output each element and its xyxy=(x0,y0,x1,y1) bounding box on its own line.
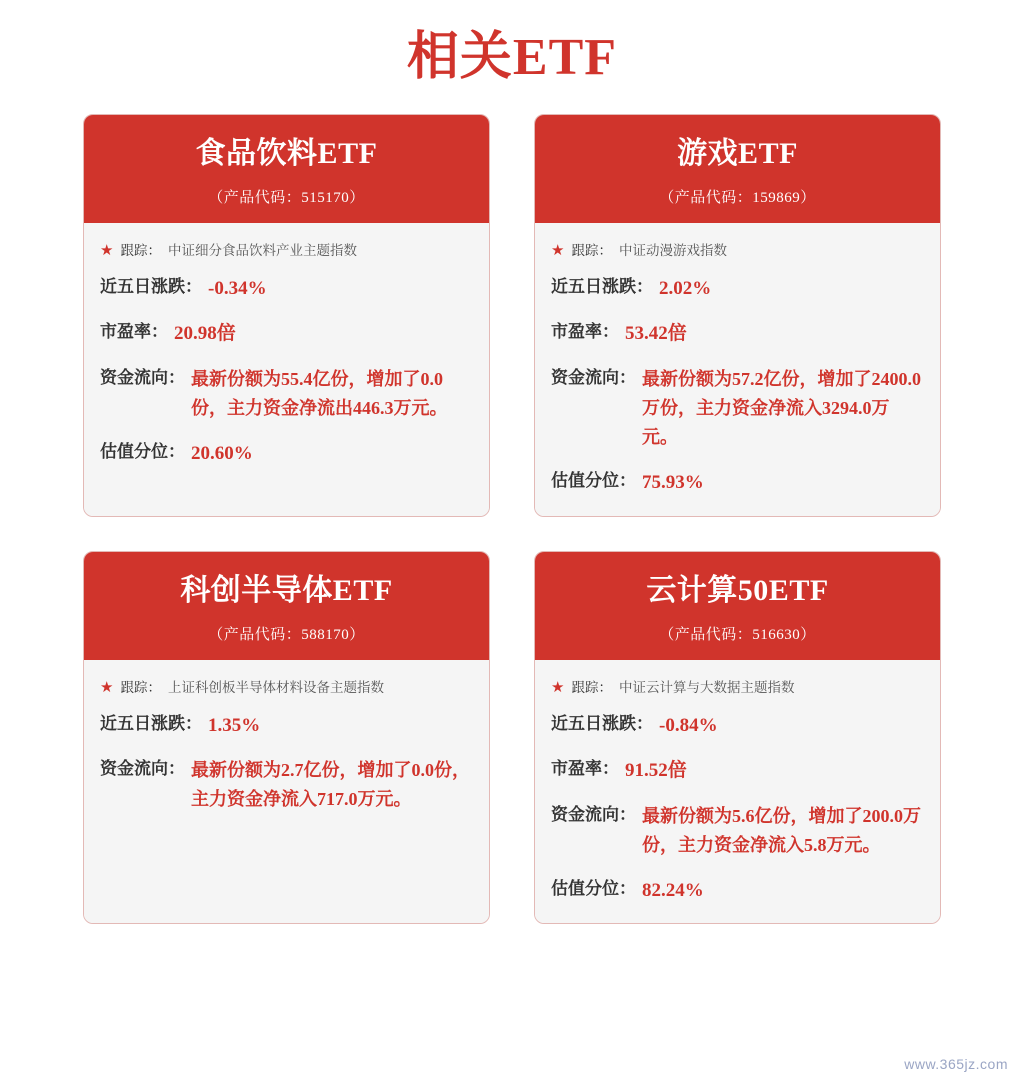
etf-card-body xyxy=(535,223,940,516)
etf-code xyxy=(94,623,479,644)
metric-label: 近五日涨跌： xyxy=(551,713,653,733)
metric-label: 近五日涨跌： xyxy=(100,277,202,296)
etf-card-grid xyxy=(0,114,1024,924)
metric-value: -0.84% xyxy=(659,714,718,736)
etf-track-row xyxy=(100,674,473,699)
metric-value: 2.02% xyxy=(659,278,712,299)
etf-code-suffix: ） xyxy=(349,626,365,643)
etf-track-value: 中证动漫游戏指数 xyxy=(618,243,727,258)
etf-card[interactable] xyxy=(83,551,490,925)
metric-value: -0.34% xyxy=(208,278,267,299)
metric-label: 资金流向： xyxy=(100,759,185,779)
etf-card-header xyxy=(535,552,940,660)
metric-value: 75.93% xyxy=(642,472,704,494)
metric-label: 估值分位： xyxy=(551,878,636,898)
metric-value: 最新份额为57.2亿份，增加了2400.0万份，主力资金净流入3294.0万元。 xyxy=(642,368,921,448)
metric-label: 估值分位： xyxy=(551,471,636,491)
etf-track-label: 跟踪： xyxy=(120,679,161,695)
metric-value: 20.60% xyxy=(191,443,253,465)
star-icon: ★ xyxy=(551,243,565,259)
etf-code-value: 516630 xyxy=(752,626,801,643)
metric-value: 最新份额为5.6亿份，增加了200.0万份，主力资金净流入5.8万元。 xyxy=(642,805,921,855)
etf-metric-five-day xyxy=(551,274,924,303)
star-icon: ★ xyxy=(100,243,114,259)
etf-track-value: 中证云计算与大数据主题指数 xyxy=(618,679,795,695)
etf-track-row xyxy=(551,237,924,262)
metric-label: 市盈率： xyxy=(551,322,619,342)
etf-code-suffix: ） xyxy=(800,626,816,643)
etf-card[interactable] xyxy=(534,114,941,517)
metric-value: 最新份额为55.4亿份，增加了0.0份，主力资金净流出446.3万元。 xyxy=(191,368,448,419)
etf-card[interactable] xyxy=(83,114,490,517)
etf-track-label: 跟踪： xyxy=(571,679,612,695)
etf-metric-fund-flow xyxy=(551,802,924,860)
etf-code-prefix: （产品代码： xyxy=(208,190,302,206)
metric-value: 20.98倍 xyxy=(174,323,236,345)
metric-value: 91.52倍 xyxy=(625,760,687,782)
etf-metric-five-day xyxy=(100,711,473,740)
etf-card-body xyxy=(84,223,489,516)
etf-metric-pe xyxy=(551,756,924,785)
etf-metric-valuation xyxy=(100,439,473,468)
etf-track-value: 上证科创板半导体材料设备主题指数 xyxy=(167,679,384,695)
metric-value: 1.35% xyxy=(208,714,261,736)
metric-label: 市盈率： xyxy=(100,322,168,342)
etf-metric-fund-flow xyxy=(551,365,924,452)
etf-metric-valuation xyxy=(551,876,924,905)
etf-metric-five-day xyxy=(100,274,473,303)
etf-code xyxy=(545,623,930,644)
metric-label: 近五日涨跌： xyxy=(100,713,202,733)
etf-metric-pe xyxy=(551,319,924,348)
etf-code-suffix: ） xyxy=(349,190,365,206)
etf-code-value: 515170 xyxy=(301,190,350,206)
metric-value: 53.42倍 xyxy=(625,323,687,345)
etf-metric-fund-flow xyxy=(100,365,473,423)
page-title: 相关ETF xyxy=(406,29,618,86)
etf-metric-five-day xyxy=(551,711,924,740)
etf-code xyxy=(545,186,930,207)
metric-label: 近五日涨跌： xyxy=(551,277,653,296)
etf-card-body xyxy=(535,660,940,924)
metric-label: 资金流向： xyxy=(100,367,185,387)
etf-metric-valuation xyxy=(551,468,924,497)
metric-value: 最新份额为2.7亿份，增加了0.0份，主力资金净流入717.0万元。 xyxy=(191,760,470,810)
etf-card-header xyxy=(84,115,489,223)
etf-card[interactable] xyxy=(534,551,941,925)
etf-metric-pe xyxy=(100,319,473,348)
metric-label: 资金流向： xyxy=(551,804,636,824)
metric-label: 资金流向： xyxy=(551,367,636,387)
etf-metric-fund-flow xyxy=(100,756,473,814)
etf-code-prefix: （产品代码： xyxy=(208,626,302,643)
etf-code-value: 588170 xyxy=(301,626,350,643)
etf-track-value: 中证细分食品饮料产业主题指数 xyxy=(167,243,357,258)
metric-label: 市盈率： xyxy=(551,759,619,779)
etf-card-header xyxy=(84,552,489,660)
etf-track-label: 跟踪： xyxy=(120,243,161,258)
etf-card-header xyxy=(535,115,940,223)
etf-track-row xyxy=(551,674,924,699)
site-watermark: www.365jz.com xyxy=(904,1056,1008,1072)
etf-name: 云计算50ETF xyxy=(646,573,829,607)
etf-name: 游戏ETF xyxy=(677,137,798,170)
etf-code-suffix: ） xyxy=(800,190,816,206)
star-icon: ★ xyxy=(100,679,114,696)
etf-code xyxy=(94,186,479,207)
etf-name: 科创半导体ETF xyxy=(180,573,393,607)
etf-card-body xyxy=(84,660,489,924)
etf-code-prefix: （产品代码： xyxy=(659,190,753,206)
etf-code-prefix: （产品代码： xyxy=(659,626,753,643)
etf-track-label: 跟踪： xyxy=(571,243,612,258)
etf-track-row xyxy=(100,237,473,262)
etf-code-value: 159869 xyxy=(752,190,801,206)
etf-name: 食品饮料ETF xyxy=(195,137,378,170)
star-icon: ★ xyxy=(551,679,565,696)
metric-value: 82.24% xyxy=(642,879,704,901)
metric-label: 估值分位： xyxy=(100,442,185,462)
